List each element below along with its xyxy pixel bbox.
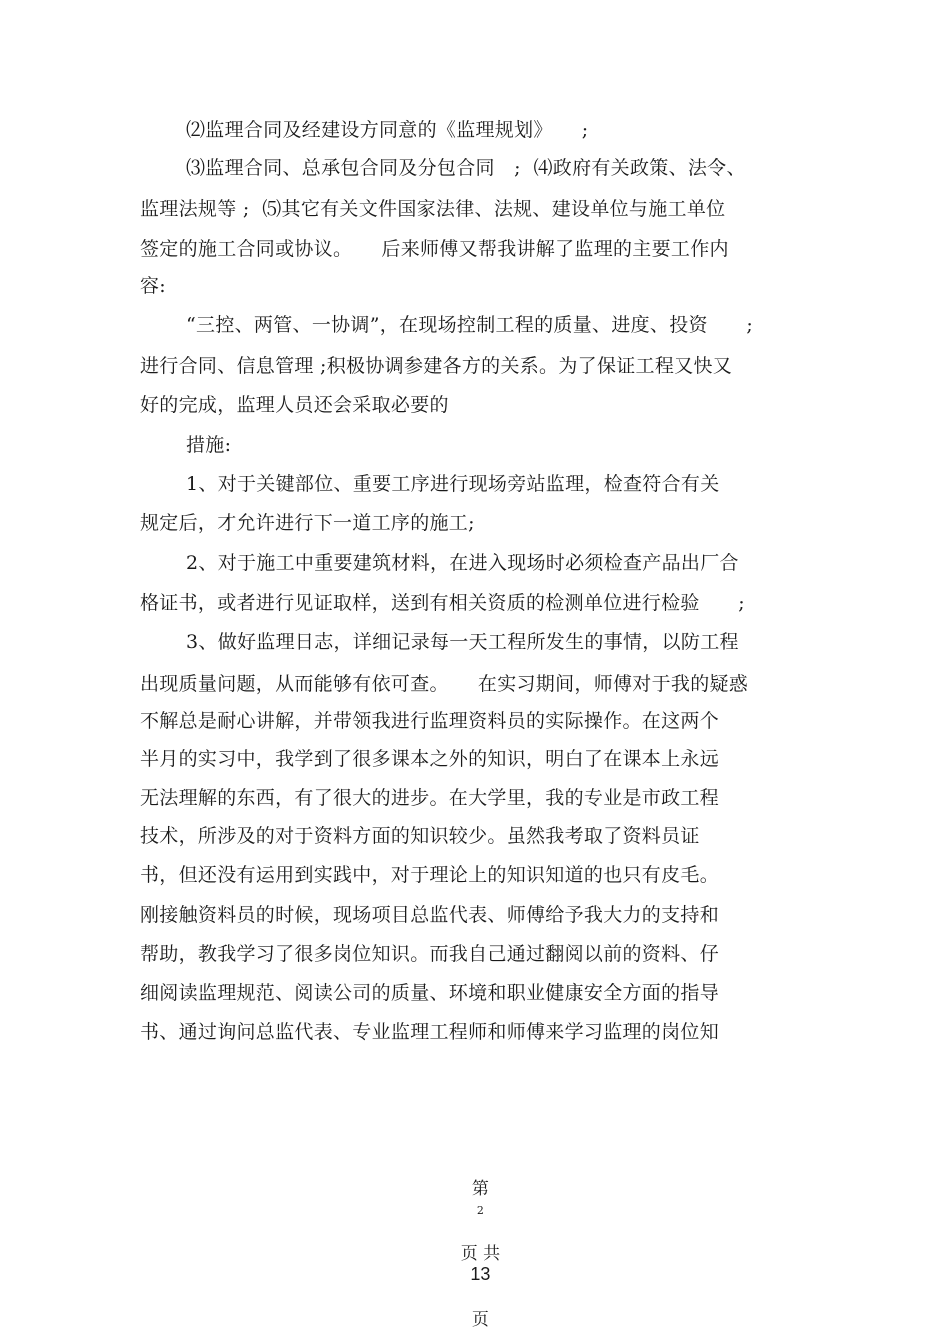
footer-prefix: 第	[471, 1179, 489, 1199]
text-line: 无法理解的东西，有了很大的进步。在大学里，我的专业是市政工程	[140, 787, 720, 809]
text-line: 刚接触资料员的时候，现场项目总监代表、师傅给予我大力的支持和	[140, 904, 720, 926]
page-footer	[0, 1154, 950, 1330]
footer-page-number: 2	[476, 1204, 484, 1217]
text-line: 3、做好监理日志，详细记录每一天工程所发生的事情，以防工程	[186, 631, 739, 653]
text-line: 书、通过询问总监代表、专业监理工程师和师傅来学习监理的岗位知	[140, 1021, 720, 1043]
footer-middle: 页 共	[460, 1244, 501, 1264]
text-line: 细阅读监理规范、阅读公司的质量、环境和职业健康安全方面的指导	[140, 982, 720, 1004]
text-line: 规定后，才允许进行下一道工序的施工;	[140, 512, 475, 534]
text-line: 半月的实习中，我学到了很多课本之外的知识，明白了在课本上永远	[140, 748, 720, 770]
footer-suffix: 页	[471, 1310, 489, 1330]
text-line: 措施:	[186, 434, 232, 456]
text-line: 不解总是耐心讲解，并带领我进行监理资料员的实际操作。在这两个	[140, 710, 720, 732]
text-line: 出现质量问题，从而能够有依可查。 在实习期间，师傅对于我的疑惑	[140, 673, 749, 695]
text-line: 格证书，或者进行见证取样，送到有相关资质的检测单位进行检验 ;	[140, 592, 746, 614]
text-line: 监理法规等 ; ⑸其它有关文件国家法律、法规、建设单位与施工单位	[140, 198, 726, 220]
text-line: “三控、两管、一协调”，在现场控制工程的质量、进度、投资 ;	[186, 314, 754, 336]
text-line: 2、对于施工中重要建筑材料，在进入现场时必须检查产品出厂合	[186, 552, 739, 574]
text-line: 帮助，教我学习了很多岗位知识。而我自己通过翻阅以前的资料、仔	[140, 943, 720, 965]
footer-total-pages: 13	[470, 1264, 491, 1284]
text-line: 签定的施工合同或协议。 后来师傅又帮我讲解了监理的主要工作内	[140, 238, 729, 260]
text-line: 技术，所涉及的对于资料方面的知识较少。虽然我考取了资料员证	[140, 825, 700, 847]
text-line: ⑶监理合同、总承包合同及分包合同 ; ⑷政府有关政策、法令、	[186, 157, 746, 179]
text-line: 1、对于关键部位、重要工序进行现场旁站监理，检查符合有关	[186, 473, 720, 495]
text-line: 进行合同、信息管理 ;积极协调参建各方的关系。为了保证工程又快又	[140, 355, 733, 377]
text-line: 好的完成，监理人员还会采取必要的	[140, 394, 449, 416]
text-line: ⑵监理合同及经建设方同意的《监理规划》 ;	[186, 119, 589, 141]
text-line: 容:	[140, 275, 167, 297]
text-line: 书，但还没有运用到实践中，对于理论上的知识知道的也只有皮毛。	[140, 864, 720, 886]
